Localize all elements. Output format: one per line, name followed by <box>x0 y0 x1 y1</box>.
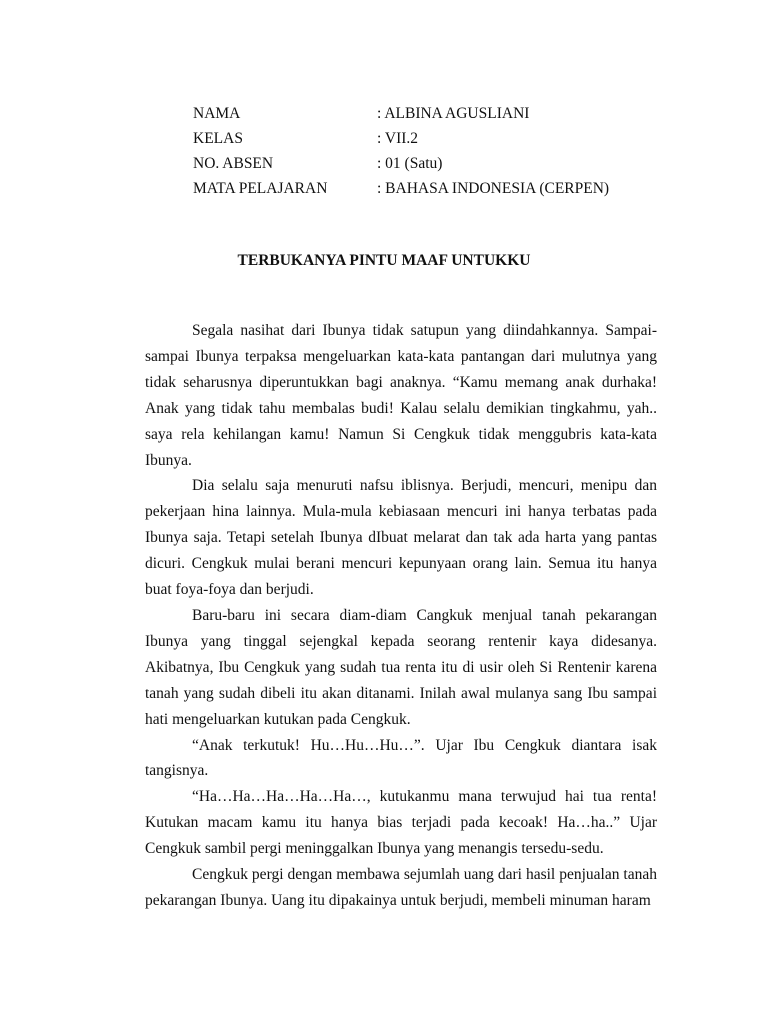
info-value: : BAHASA INDONESIA (CERPEN) <box>377 180 610 197</box>
info-label: MATA PELAJARAN <box>193 180 328 197</box>
info-label: NAMA <box>193 105 241 122</box>
story-paragraph-3: Baru-baru ini secara diam-diam Cangkuk menjual tanah pekarangan Ibunya yang tinggal sejengkal kepada seorang rentenir kaya didesanya. Akibatnya, Ibu Cengkuk yang sudah tua renta itu di usir oleh Si Rentenir karena tanah yang sudah dibeli itu akan ditanami. Inilah awal mulanya sang Ibu sampai hati mengeluarkan kutukan pada Cengkuk. <box>145 606 657 728</box>
info-value: : ALBINA AGUSLIANI <box>377 105 530 122</box>
info-label: KELAS <box>193 130 243 147</box>
info-row-nama <box>193 101 653 126</box>
story-paragraph-4: “Anak terkutuk! Hu…Hu…Hu…”. Ujar Ibu Cengkuk diantara isak tangisnya. <box>145 736 657 780</box>
info-row-no-absen <box>193 151 653 176</box>
info-value: : VII.2 <box>377 130 419 147</box>
info-row-kelas <box>193 126 653 151</box>
story-body <box>145 318 657 914</box>
info-label: NO. ABSEN <box>193 155 274 172</box>
story-paragraph-1: Segala nasihat dari Ibunya tidak satupun yang diindahkannya. Sampai-sampai Ibunya terpaksa mengeluarkan kata-kata pantangan dari mulutnya yang tidak seharusnya diperuntukkan bagi anaknya. “Kamu memang anak durhaka! Anak yang tidak tahu membalas budi! Kalau selalu demikian tingkahmu, yah.. saya rela kehilangan kamu! Namun Si Cengkuk tidak menggubris kata-kata Ibunya. <box>145 322 657 469</box>
story-paragraph-2: Dia selalu saja menuruti nafsu iblisnya. Berjudi, mencuri, menipu dan pekerjaan hina lainnya. Mula-mula kebiasaan mencuri ini hanya terbatas pada Ibunya saja. Tetapi setelah Ibunya dIbuat melarat dan tak ada harta yang pantas dicuri. Cengkuk mulai berani mencuri kepunyaan orang lain. Semua itu hanya buat foya-foya dan berjudi. <box>145 477 657 599</box>
info-value: : 01 (Satu) <box>377 155 443 172</box>
story-paragraph-6: Cengkuk pergi dengan membawa sejumlah uang dari hasil penjualan tanah pekarangan Ibunya. Uang itu dipakainya untuk berjudi, membeli minuman haram <box>145 866 657 909</box>
info-row-mata-pelajaran <box>193 176 653 201</box>
student-info-header <box>193 101 653 201</box>
story-title: TERBUKANYA PINTU MAAF UNTUKKU <box>237 252 531 269</box>
story-paragraph-5: “Ha…Ha…Ha…Ha…Ha…, kutukanmu mana terwujud hai tua renta! Kutukan macam kamu itu hanya bias terjadi pada kecoak! Ha…ha..” Ujar Cengkuk sambil pergi meninggalkan Ibunya yang menangis tersedu-sedu. <box>145 788 657 858</box>
